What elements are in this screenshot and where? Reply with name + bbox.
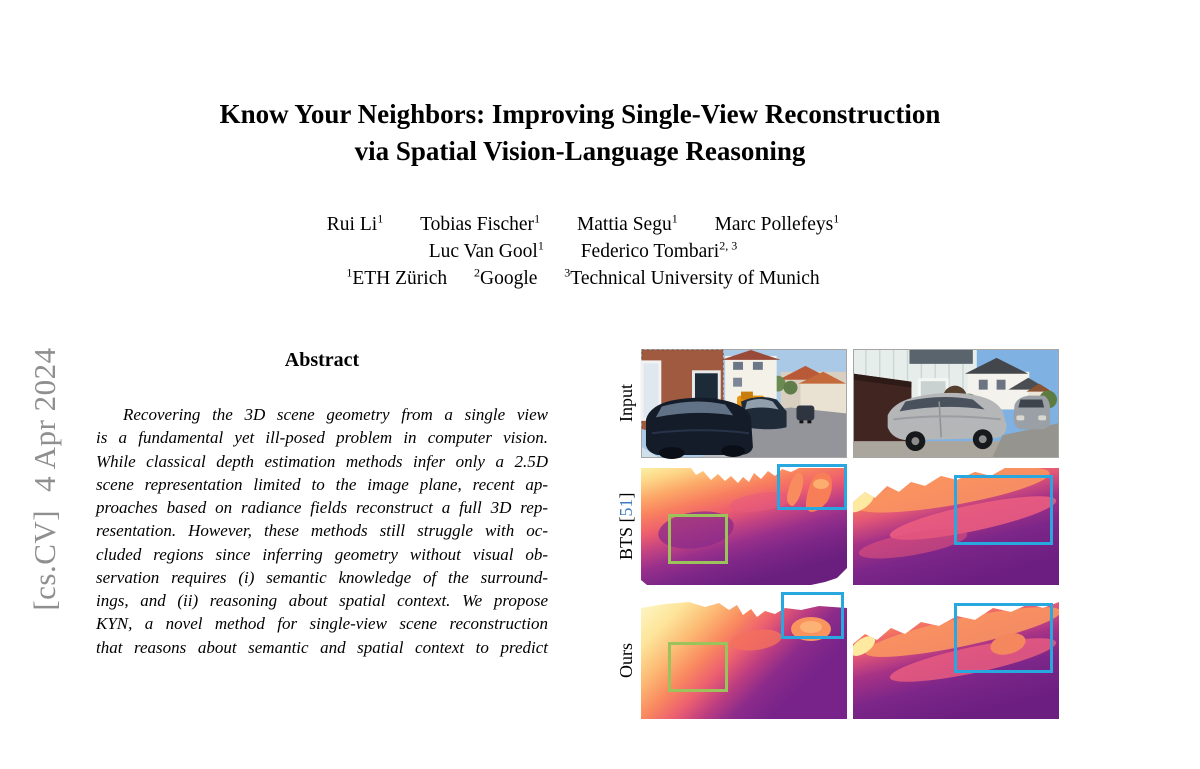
affiliation: $^2$Google <box>474 265 538 289</box>
abstract-line: ings, and (ii) reasoning about spatial context. We propose <box>96 591 548 610</box>
ours-depthmap-left <box>641 602 847 719</box>
author: Rui Li$^1$ <box>326 211 384 235</box>
title-line-1: Know Your Neighbors: Improving Single-View Reconstruction <box>219 99 941 129</box>
author-row-1 <box>63 211 1103 238</box>
row-label-input: Input <box>616 384 636 423</box>
input-photo-right <box>853 349 1059 458</box>
abstract-line: cluded regions since inferring geometry without visual ob- <box>96 544 548 564</box>
arxiv-date: 4 Apr 2024 <box>27 347 62 492</box>
author: Marc Pollefeys$^1$ <box>714 211 840 235</box>
annotation-box-blue <box>781 592 844 639</box>
arxiv-stamp <box>27 313 63 645</box>
abstract-line: scene representation limited to the image plane, recent ap- <box>96 474 548 494</box>
figure-row-ours <box>616 602 1060 719</box>
figure-row-bts <box>616 468 1060 585</box>
annotation-box-blue <box>954 475 1053 545</box>
arxiv-category: [cs.CV] <box>27 509 62 611</box>
teaser-figure <box>616 349 1060 769</box>
input-photo-left <box>641 349 847 458</box>
street-scene-right <box>854 350 1058 457</box>
affiliation-row <box>63 265 1103 292</box>
bts-depthmap-right <box>853 468 1059 585</box>
citation-number: 51 <box>616 498 636 517</box>
row-label-ours: Ours <box>616 643 636 678</box>
abstract-line: that reasons about semantic and spatial context to predict <box>96 637 548 657</box>
author: Luc Van Gool$^1$ <box>428 238 544 262</box>
author-block <box>63 211 1103 292</box>
abstract-line: KYN, a novel method for single-view scene reconstruction <box>96 614 548 634</box>
author-row-2 <box>63 238 1103 265</box>
affiliation: $^3$Technical University of Munich <box>564 265 820 289</box>
street-scene-left <box>642 350 846 457</box>
abstract-line: servation requires (i) semantic knowledge of the surround- <box>96 567 548 587</box>
bts-depthmap-left <box>641 468 847 585</box>
author: Mattia Segu$^1$ <box>576 211 678 235</box>
row-label-bts: BTS [51] <box>616 492 636 561</box>
abstract-body <box>96 403 548 659</box>
annotation-box-blue <box>954 603 1053 673</box>
author: Tobias Fischer$^1$ <box>420 211 541 235</box>
abstract-line: proaches based on radiance fields reconstruct a full 3D rep- <box>96 498 548 517</box>
annotation-box-blue <box>777 464 847 510</box>
abstract-line: is a fundamental yet ill-posed problem in computer vision. <box>96 428 548 448</box>
figure-row-input <box>616 349 1060 458</box>
abstract-line: While classical depth estimation methods infer only a 2.5D <box>96 451 548 471</box>
affiliation: $^1$ETH Zürich <box>346 265 448 289</box>
annotation-box-green <box>668 642 728 692</box>
annotation-box-green <box>668 514 728 564</box>
paper-title <box>60 96 1100 170</box>
abstract-heading: Abstract <box>284 349 360 371</box>
abstract-line: resentation. However, these methods still struggle with oc- <box>96 521 548 541</box>
title-line-2: via Spatial Vision-Language Reasoning <box>354 136 806 166</box>
author: Federico Tombari$^{2, 3}$ <box>580 238 738 262</box>
ours-depthmap-right <box>853 602 1059 719</box>
abstract-line: Recovering the 3D scene geometry from a single view <box>123 405 548 424</box>
